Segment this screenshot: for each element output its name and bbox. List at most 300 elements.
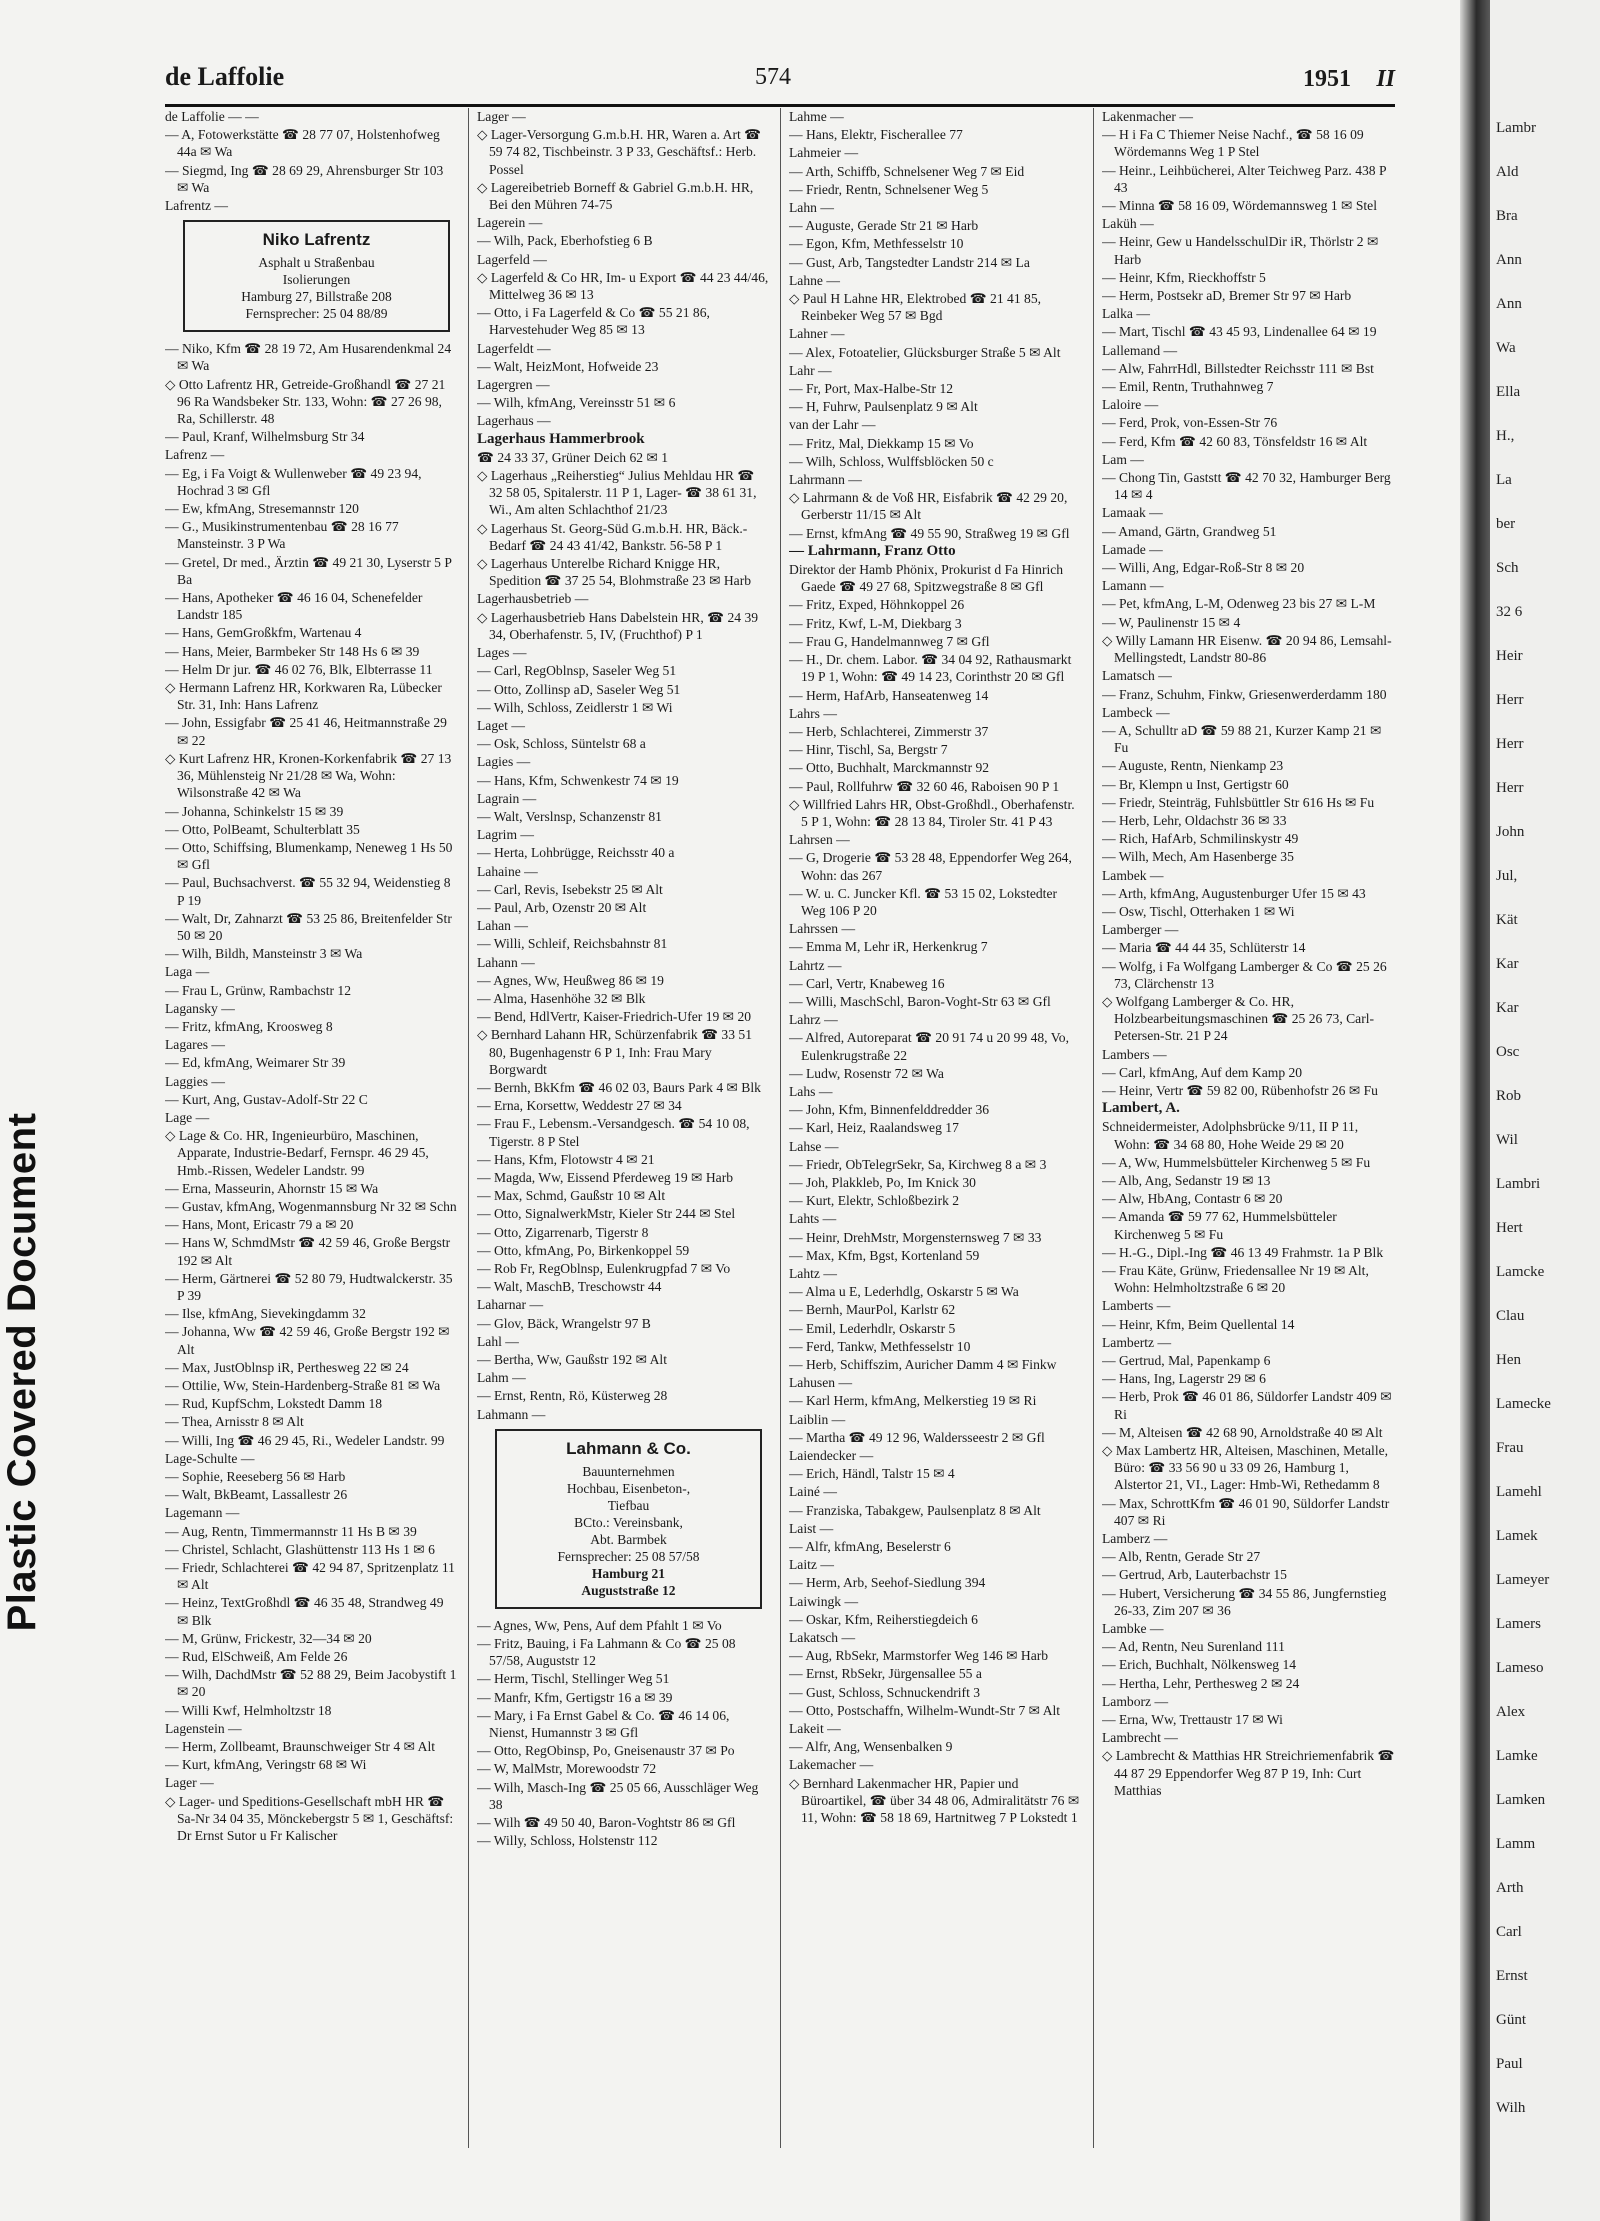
adjacent-page-fragment: Paul: [1496, 2056, 1523, 2072]
directory-entry: — Ed, kfmAng, Weimarer Str 39: [165, 1055, 346, 1071]
directory-entry: — Gretel, Dr med., Ärztin ☎ 49 21 30, Lyserstr 5 P Ba: [165, 554, 452, 587]
directory-entry: — Franziska, Tabakgew, Paulsenplatz 8 ✉ Alt: [789, 1502, 1041, 1518]
adjacent-page-fragment: Ann: [1496, 296, 1522, 312]
directory-entry: — Willi, Schleif, Reichsbahnstr 81: [477, 936, 668, 952]
adjacent-page-fragment: Günt: [1496, 2012, 1526, 2028]
directory-entry: ◇ Lagerhausbetrieb Hans Dabelstein HR, ☎ 24 39 34, Oberhafenstr. 5, IV, (Fruchthof) P 1: [477, 609, 759, 642]
directory-entry: — Ferd, Tankw, Methfesselstr 10: [789, 1338, 971, 1354]
directory-entry: ◇ Lager- und Speditions-Gesellschaft mbH HR ☎ Sa-Nr 34 04 35, Mönckebergstr 5 ✉ 1, Geschäftsf: Dr Ernst Sutor u Fr Kalischer: [165, 1793, 454, 1844]
adjacent-page-edge: [1490, 0, 1600, 2221]
directory-entry: — Glov, Bäck, Wrangelstr 97 B: [477, 1315, 651, 1331]
directory-entry: — Bend, HdlVertr, Kaiser-Friedrich-Ufer 19 ✉ 20: [477, 1009, 752, 1025]
directory-entry: — Wilh, Bildh, Mansteinstr 3 ✉ Wa: [165, 946, 363, 962]
directory-entry: — Alfr, Ang, Wensenbalken 9: [789, 1739, 953, 1755]
adjacent-page-fragment: Ella: [1496, 384, 1521, 400]
adjacent-page-fragment: Frau: [1496, 1440, 1524, 1456]
directory-entry: Lahrmann —: [789, 472, 862, 488]
directory-entry: — Ad, Rentn, Neu Surenland 111: [1102, 1639, 1285, 1655]
directory-entry: — Herm, Arb, Seehof-Siedlung 394: [789, 1575, 986, 1591]
directory-entry: — Helm Dr jur. ☎ 46 02 76, Blk, Elbterrasse 11: [165, 661, 433, 677]
directory-entry: — Rob Fr, RegOblnsp, Eulenkrugpfad 7 ✉ Vo: [477, 1261, 731, 1276]
directory-entry: ◇ Lager-Versorgung G.m.b.H. HR, Waren a. Art ☎ 59 74 82, Tischbeinstr. 3 P 33, Geschäftsf.: Herb. Possel: [477, 127, 762, 177]
directory-entry: — Willi, Ing ☎ 46 29 45, Ri., Wedeler Landstr. 99: [165, 1432, 445, 1448]
directory-entry: — Carl, Revis, Isebekstr 25 ✉ Alt: [477, 881, 663, 897]
adjacent-page-fragment: Lamke: [1496, 1748, 1538, 1764]
directory-entry: — Wilh, Schloss, Wulffsblöcken 50 c: [789, 453, 994, 469]
directory-entry: Lagerfeld —: [477, 251, 547, 267]
directory-entry: Lahaine —: [477, 863, 538, 879]
directory-entry: — H.-G., Dipl.-Ing ☎ 46 13 49 Frahmstr. 1a P Blk: [1102, 1244, 1384, 1260]
running-head-volume: II: [1376, 66, 1395, 92]
directory-entry: Lages —: [477, 645, 527, 661]
adjacent-page-fragment: Heir: [1496, 648, 1523, 664]
directory-entry: — Maria ☎ 44 44 35, Schlüterstr 14: [1102, 940, 1306, 956]
ad-company-name: Niko Lafrentz: [262, 230, 371, 250]
directory-entry: — G, Drogerie ☎ 53 28 48, Eppendorfer Weg 264, Wohn: das 267: [789, 850, 1072, 883]
directory-entry: — Siegmd, Ing ☎ 28 69 29, Ahrensburger Str 103 ✉ Wa: [165, 162, 444, 195]
directory-entry: — Wilh, Mech, Am Hasenberge 35: [1102, 849, 1294, 865]
directory-entry: — A, Schulltr aD ☎ 59 88 21, Kurzer Kamp 21 ✉ Fu: [1102, 722, 1382, 756]
directory-entry: — Heinz, TextGroßhdl ☎ 46 35 48, Strandweg 49 ✉ Blk: [165, 1595, 444, 1628]
directory-entry: — Bernh, BkKfm ☎ 46 02 03, Baurs Park 4 ✉ Blk: [477, 1079, 761, 1095]
ad-line: Isolierungen: [282, 272, 351, 288]
directory-entry: — Chong Tin, Gaststt ☎ 42 70 32, Hamburger Berg 14 ✉ 4: [1102, 470, 1391, 503]
directory-entry: — Alfr, kfmAng, Beselerstr 6: [789, 1539, 951, 1555]
adjacent-page-fragment: Wa: [1496, 340, 1516, 356]
directory-entry: Lager —: [165, 1775, 214, 1791]
column-divider: [780, 108, 781, 2148]
directory-column-2: [477, 108, 770, 2148]
directory-entry: — Fritz, Exped, Höhnkoppel 26: [789, 597, 965, 613]
directory-entry: Lahrtz —: [789, 957, 842, 973]
directory-entry: Lage-Schulte —: [165, 1450, 255, 1466]
adjacent-page-fragment: Lamken: [1496, 1792, 1546, 1808]
directory-entry: — H., Dr. chem. Labor. ☎ 34 04 92, Rathausmarkt 19 P 1, Wohn: ☎ 49 14 23, Corinthstr 20 ✉ Gfl: [789, 652, 1072, 685]
directory-entry: Lambeck —: [1102, 704, 1170, 720]
directory-entry: — Heinr, Kfm, Rieckhoffstr 5: [1102, 269, 1266, 285]
directory-entry: — Wilh, DachdMstr ☎ 52 88 29, Beim Jacobystift 1 ✉ 20: [165, 1667, 457, 1700]
directory-entry: — Willi Kwf, Helmholtzstr 18: [165, 1702, 332, 1718]
directory-entry: — Otto, PolBeamt, Schulterblatt 35: [165, 821, 360, 837]
directory-entry: — Hans, Kfm, Schwenkestr 74 ✉ 19: [477, 772, 679, 788]
directory-entry: — Hinr, Tischl, Sa, Bergstr 7: [789, 742, 948, 758]
adjacent-page-fragment: Osc: [1496, 1044, 1520, 1060]
directory-entry: — Gertrud, Mal, Papenkamp 6: [1102, 1353, 1271, 1369]
adjacent-page-fragment: Lamecke: [1496, 1396, 1551, 1412]
directory-entry: Lahann —: [477, 954, 535, 970]
directory-entry: — Fritz, Mal, Diekkamp 15 ✉ Vo: [789, 435, 974, 451]
directory-entry: — Agnes, Ww, Heußweg 86 ✉ 19: [477, 972, 664, 988]
directory-entry: — Willy, Schloss, Holstenstr 112: [477, 1833, 658, 1849]
directory-entry: — Alw, HbAng, Contastr 6 ✉ 20: [1102, 1191, 1283, 1207]
directory-entry: — Auguste, Gerade Str 21 ✉ Harb: [789, 218, 979, 234]
directory-entry: Lahs —: [789, 1083, 833, 1099]
ad-line: Hochbau, Eisenbeton-,: [566, 1480, 691, 1496]
advertisement-box: [183, 220, 450, 332]
directory-entry: — Alb, Rentn, Gerade Str 27: [1102, 1549, 1261, 1565]
ad-line: Tiefbau: [607, 1497, 650, 1513]
adjacent-page-fragment: Herr: [1496, 780, 1524, 796]
directory-entry: — Aug, Rentn, Timmermannstr 11 Hs B ✉ 39: [165, 1523, 417, 1539]
directory-entry: — Herb, Lehr, Oldachstr 36 ✉ 33: [1102, 812, 1287, 828]
directory-entry: — Friedr, Rentn, Schnelsener Weg 5: [789, 181, 989, 197]
directory-entry: — G., Musikinstrumentenbau ☎ 28 16 77 Mansteinstr. 3 P Wa: [165, 519, 399, 552]
directory-entry: Lagies —: [477, 754, 531, 770]
directory-entry: — Hans, Meier, Barmbeker Str 148 Hs 6 ✉ 39: [165, 643, 420, 659]
directory-entry: — Kurt, Ang, Gustav-Adolf-Str 22 C: [165, 1091, 368, 1107]
directory-entry: — Alma u E, Lederhdlg, Oskarstr 5 ✉ Wa: [789, 1284, 1019, 1300]
adjacent-page-fragment: Hen: [1496, 1352, 1521, 1368]
directory-entry: Lagrain —: [477, 790, 537, 806]
column-divider: [1093, 108, 1094, 2148]
directory-entry: — Kurt, Elektr, Schloßbezirk 2: [789, 1193, 960, 1209]
directory-entry: Lahts —: [789, 1211, 837, 1227]
directory-entry: ◇ Otto Lafrentz HR, Getreide-Großhandl ☎ 27 21 96 Ra Wandsbeker Str. 133, Wohn: ☎ 27 26 98, Ra, Schillerstr. 48: [165, 376, 446, 427]
ad-line: Bauunternehmen: [582, 1463, 675, 1479]
directory-entry: — Karl Herm, kfmAng, Melkerstieg 19 ✉ Ri: [789, 1393, 1037, 1409]
directory-entry: Lagerein —: [477, 215, 543, 231]
directory-entry: — Mary, i Fa Ernst Gabel & Co. ☎ 46 14 06, Nienst, Humannstr 3 ✉ Gfl: [477, 1707, 730, 1741]
directory-entry: Lamatsch —: [1102, 668, 1172, 684]
directory-entry: — Walt, HeizMont, Hofweide 23: [477, 358, 659, 374]
adjacent-page-fragment: Carl: [1496, 1924, 1522, 1940]
directory-entry: — Max, SchrottKfm ☎ 46 01 90, Süldorfer Landstr 407 ✉ Ri: [1102, 1495, 1390, 1528]
directory-entry: Lamann —: [1102, 578, 1164, 594]
adjacent-page-fragment: Ald: [1496, 164, 1519, 180]
directory-entry: — John, Essigfabr ☎ 25 41 46, Heitmannstraße 29 ✉ 22: [165, 715, 447, 748]
ad-line: Auguststraße 12: [581, 1582, 676, 1598]
ad-line: Asphalt u Straßenbau: [258, 255, 375, 271]
directory-entry: Lambert, A.: [1102, 1100, 1180, 1117]
advertisement-box: [495, 1429, 762, 1609]
directory-entry: — Aug, RbSekr, Marmstorfer Weg 146 ✉ Harb: [789, 1648, 1049, 1664]
directory-entry: Lagerhaus Hammerbrook: [477, 430, 645, 447]
directory-entry: Lahne —: [789, 272, 840, 288]
adjacent-page-fragment: Lameyer: [1496, 1572, 1550, 1588]
directory-entry: ◇ Bernhard Lakenmacher HR, Papier und Büroartikel, ☎ über 34 48 06, Admiralitätstr 76 ✉ 11, Wohn: ☎ 58 18 69, Hartnitweg 7 P Lokstedt 1: [789, 1775, 1080, 1826]
directory-entry: — Pet, kfmAng, L-M, Odenweg 23 bis 27 ✉ L-M: [1102, 596, 1376, 612]
directory-entry: ◇ Hermann Lafrenz HR, Korkwaren Ra, Lübecker Str. 31, Inh: Hans Lafrenz: [165, 680, 442, 713]
directory-column-4: [1102, 108, 1395, 2148]
directory-column-1: [165, 108, 458, 2148]
directory-entry: — Mart, Tischl ☎ 43 45 93, Lindenallee 64 ✉ 19: [1102, 324, 1377, 340]
directory-entry: Lagerhausbetrieb —: [477, 591, 589, 607]
adjacent-page-fragment: Rob: [1496, 1088, 1522, 1104]
directory-entry: — Carl, kfmAng, Auf dem Kamp 20: [1102, 1064, 1303, 1080]
running-head-year: 1951: [1303, 66, 1351, 92]
directory-entry: — Amanda ☎ 59 77 62, Hummelsbütteler Kirchenweg 5 ✉ Fu: [1102, 1209, 1337, 1242]
directory-entry: — W, Paulinenstr 15 ✉ 4: [1102, 614, 1241, 630]
adjacent-page-fragment: Wilh: [1496, 2100, 1526, 2116]
adjacent-page-fragment: Ann: [1496, 252, 1522, 268]
page-header: [165, 56, 1395, 107]
directory-entry: ◇ Lagerhaus „Reiherstieg“ Julius Mehldau HR ☎ 32 58 05, Spitalerstr. 11 P 1, Lager- ☎ 38 61 31, Wi., Am alten Schlachthof 21/23: [477, 468, 757, 518]
directory-entry: — Ferd, Kfm ☎ 42 60 83, Tönsfeldstr 16 ✉ Alt: [1102, 433, 1368, 449]
directory-entry: Lahm —: [477, 1370, 526, 1386]
directory-entry: — Heinr., Leihbücherei, Alter Teichweg Parz. 438 P 43: [1102, 162, 1387, 195]
directory-entry: — Alb, Ang, Sedanstr 19 ✉ 13: [1102, 1172, 1271, 1188]
directory-entry: de Laffolie — —: [165, 109, 259, 124]
adjacent-page-fragment: Arth: [1496, 1880, 1524, 1896]
adjacent-page-fragment: Wil: [1496, 1132, 1518, 1148]
directory-entry: — Rud, ElSchweiß, Am Felde 26: [165, 1649, 348, 1665]
directory-entry: — Carl, RegOblnsp, Saseler Weg 51: [477, 663, 677, 679]
directory-entry: — Hans W, SchmdMstr ☎ 42 59 46, Große Bergstr 192 ✉ Alt: [165, 1235, 451, 1268]
directory-entry: ◇ Willfried Lahrs HR, Obst-Großhdl., Oberhafenstr. 5 P 1, Wohn: ☎ 28 13 84, Tiroler Str. 41 P 43: [789, 796, 1075, 829]
directory-entry: ◇ Max Lambertz HR, Alteisen, Maschinen, Metalle, Büro: ☎ 33 56 90 u 33 09 26, Hamburg 1, Alstertor 21, VI., Lager: Hmb-Wi, Rethedamm 8: [1102, 1443, 1389, 1493]
directory-entry: — Erich, Buchhalt, Nölkensweg 14: [1102, 1657, 1297, 1673]
adjacent-page-fragment: Lambri: [1496, 1176, 1541, 1192]
ad-line: BCto.: Vereinsbank,: [574, 1514, 683, 1530]
directory-entry: — Paul, Buchsachverst. ☎ 55 32 94, Weidenstieg 8 P 19: [165, 875, 451, 908]
directory-entry: — Herta, Lohbrügge, Reichsstr 40 a: [477, 845, 675, 861]
directory-entry: — Fritz, Bauing, i Fa Lahmann & Co ☎ 25 08 57/58, Auguststr 12: [477, 1636, 736, 1669]
adjacent-page-fragment: Herr: [1496, 736, 1524, 752]
directory-entry: — Joh, Plakkleb, Po, Im Knick 30: [789, 1174, 976, 1190]
directory-entry: — Erna, Masseurin, Ahornstr 15 ✉ Wa: [165, 1180, 379, 1196]
directory-entry: Laloire —: [1102, 397, 1159, 413]
directory-entry: Lahmeier —: [789, 145, 859, 161]
directory-entry: Lamberts —: [1102, 1298, 1171, 1314]
directory-entry: Lahse —: [789, 1138, 839, 1154]
directory-entry: Lakatsch —: [789, 1630, 856, 1646]
directory-entry: Lam —: [1102, 451, 1144, 467]
book-gutter: [1460, 0, 1490, 2221]
adjacent-page-fragment: Hert: [1496, 1220, 1523, 1236]
directory-entry: — Egon, Kfm, Methfesselstr 10: [789, 236, 964, 252]
directory-entry: — Erna, Ww, Trettaustr 17 ✉ Wi: [1102, 1712, 1283, 1728]
directory-entry: Lamberz —: [1102, 1531, 1168, 1547]
directory-entry: — Walt, Dr, Zahnarzt ☎ 53 25 86, Breitenfelder Str 50 ✉ 20: [165, 910, 452, 943]
ad-company-name: Lahmann & Co.: [566, 1438, 691, 1458]
adjacent-page-fragment: Lamehl: [1496, 1484, 1542, 1500]
adjacent-page-fragment: Lamers: [1496, 1616, 1541, 1632]
directory-entry: Lalka —: [1102, 306, 1150, 322]
directory-entry: — Johanna, Ww ☎ 42 59 46, Große Bergstr 192 ✉ Alt: [165, 1324, 450, 1357]
directory-entry: ◇ Lagereibetrieb Borneff & Gabriel G.m.b.H. HR, Bei den Mühren 74-75: [477, 179, 754, 213]
directory-entry: — Herm, Gärtnerei ☎ 52 80 79, Hudtwalckerstr. 35 P 39: [165, 1270, 453, 1303]
directory-entry: — Johanna, Schinkelstr 15 ✉ 39: [165, 803, 344, 819]
directory-entry: Laga —: [165, 964, 210, 980]
directory-entry: — Agnes, Ww, Pens, Auf dem Pfahlt 1 ✉ Vo: [477, 1617, 722, 1633]
directory-entry: ◇ Bernhard Lahann HR, Schürzenfabrik ☎ 33 51 80, Bugenhagenstr 6 P 1, Inh: Frau Mary Borgwardt: [477, 1027, 753, 1077]
directory-entry: — Rud, KupfSchm, Lokstedt Damm 18: [165, 1396, 383, 1412]
directory-entry: Lagerhaus —: [477, 413, 551, 429]
adjacent-page-fragment: John: [1496, 824, 1525, 840]
directory-entry: — Max, JustOblnsp iR, Perthesweg 22 ✉ 24: [165, 1359, 409, 1375]
directory-entry: — Willi, Ang, Edgar-Roß-Str 8 ✉ 20: [1102, 560, 1305, 576]
directory-entry: — Emil, Rentn, Truthahnweg 7: [1102, 379, 1274, 395]
adjacent-page-fragment: Alex: [1496, 1704, 1526, 1720]
directory-entry: — Heinr, DrehMstr, Morgensternsweg 7 ✉ 33: [789, 1229, 1042, 1245]
directory-entry: ◇ Lahrmann & de Voß HR, Eisfabrik ☎ 42 29 20, Gerberstr 11/15 ✉ Alt: [789, 490, 1068, 523]
directory-entry: — M, Grünw, Frickestr, 32—34 ✉ 20: [165, 1630, 372, 1646]
directory-entry: — Ernst, RbSekr, Jürgensallee 55 a: [789, 1666, 982, 1682]
directory-entry: Lainé —: [789, 1484, 837, 1500]
directory-entry: — Thea, Arnisstr 8 ✉ Alt: [165, 1414, 304, 1430]
directory-entry: — Niko, Kfm ☎ 28 19 72, Am Husarendenkmal 24 ✉ Wa: [165, 341, 452, 374]
adjacent-page-fragment: Lambr: [1496, 120, 1536, 136]
directory-entry: Lambrecht —: [1102, 1730, 1178, 1746]
directory-entry: — Otto, kfmAng, Po, Birkenkoppel 59: [477, 1242, 690, 1258]
directory-entry: Lahl —: [477, 1333, 519, 1349]
running-head-left: de Laffolie: [165, 62, 285, 91]
directory-entry: — Herm, HafArb, Hanseatenweg 14: [789, 687, 989, 703]
directory-entry: Lambek —: [1102, 867, 1164, 883]
directory-entry: Lagenstein —: [165, 1720, 242, 1736]
directory-entry: — Ilse, kfmAng, Sievekingdamm 32: [165, 1306, 366, 1322]
directory-entry: — Max, Schmd, Gaußstr 10 ✉ Alt: [477, 1188, 666, 1204]
column-divider: [468, 108, 469, 2148]
directory-entry: Lamborz —: [1102, 1693, 1169, 1709]
directory-entry: ◇ Kurt Lafrenz HR, Kronen-Korkenfabrik ☎ 27 13 36, Mühlensteig Nr 21/28 ✉ Wa, Wohn: Wilsonstraße 42 ✉ Wa: [165, 750, 452, 801]
directory-entry: — Karl, Heiz, Raalandsweg 17: [789, 1120, 959, 1136]
directory-entry: Lagansky —: [165, 1000, 235, 1016]
directory-entry: Lafrenz —: [165, 447, 225, 463]
directory-entry: — Otto, Schiffsing, Blumenkamp, Neneweg 1 Hs 50 ✉ Gfl: [165, 839, 453, 873]
directory-entry: — Friedr, ObTelegrSekr, Sa, Kirchweg 8 a ✉ 3: [789, 1156, 1047, 1172]
ad-line: Hamburg 27, Billstraße 208: [241, 289, 392, 305]
directory-column-3: [789, 108, 1082, 2148]
page-number: 574: [755, 64, 791, 90]
directory-entry: Laiwingk —: [789, 1593, 859, 1609]
directory-entry: — Willi, MaschSchl, Baron-Voght-Str 63 ✉ Gfl: [789, 993, 1051, 1009]
directory-entry: — Otto, Zollinsp aD, Saseler Weg 51: [477, 681, 681, 697]
directory-entry: — Magda, Ww, Eissend Pferdeweg 19 ✉ Harb: [477, 1169, 734, 1185]
directory-entry: — Arth, Schiffb, Schnelsener Weg 7 ✉ Eid: [789, 163, 1025, 179]
directory-entry: — Hubert, Versicherung ☎ 34 55 86, Jungfernstieg 26-33, Zim 207 ✉ 36: [1102, 1585, 1387, 1618]
directory-entry: — Minna ☎ 58 16 09, Wördemannsweg 1 ✉ Stel: [1102, 198, 1377, 214]
adjacent-page-fragment: 32 6: [1496, 604, 1523, 620]
directory-entry: Laitz —: [789, 1557, 834, 1573]
directory-entry: — Manfr, Kfm, Gertigstr 16 a ✉ 39: [477, 1689, 673, 1705]
directory-entry: — Herm, Postsekr aD, Bremer Str 97 ✉ Harb: [1102, 288, 1352, 304]
directory-entry: Lagemann —: [165, 1505, 240, 1521]
directory-entry: — Eg, i Fa Voigt & Wullenweber ☎ 49 23 94, Hochrad 3 ✉ Gfl: [165, 465, 422, 498]
directory-entry: ◇ Lage & Co. HR, Ingenieurbüro, Maschinen, Apparate, Industrie-Bedarf, Fernspr. 46 29 45, Hmb.-Rissen, Wedeler Landstr. 99: [165, 1128, 429, 1178]
directory-entry: ◇ Lagerfeld & Co HR, Im- u Export ☎ 44 23 44/46, Mittelweg 36 ✉ 13: [477, 269, 769, 303]
directory-entry: van der Lahr —: [789, 417, 876, 433]
directory-entry: — Rich, HafArb, Schmilinskystr 49: [1102, 831, 1299, 847]
directory-entry: ☎ 24 33 37, Grüner Deich 62 ✉ 1: [477, 449, 669, 465]
directory-entry: — Gustav, kfmAng, Wogenmannsburg Nr 32 ✉ Schn: [165, 1198, 457, 1214]
directory-entry: ◇ Lagerhaus St. Georg-Süd G.m.b.H. HR, Bäck.-Bedarf ☎ 24 43 41/42, Bankstr. 56-58 P 1: [477, 520, 748, 553]
directory-entry: — Herb, Schlachterei, Zimmerstr 37: [789, 723, 989, 739]
directory-entry: Direktor der Hamb Phönix, Prokurist d Fa Hinrich Gaede ☎ 49 27 68, Spitzwegstraße 8 ✉ Gfl: [789, 562, 1064, 595]
directory-entry: — Hans, Ing, Lagerstr 29 ✉ 6: [1102, 1371, 1266, 1387]
directory-entry: Laküh —: [1102, 216, 1154, 232]
directory-entry: — Osk, Schloss, Süntelstr 68 a: [477, 736, 646, 752]
directory-entry: Lahner —: [789, 326, 845, 342]
directory-entry: — Lahrmann, Franz Otto: [789, 542, 956, 559]
directory-entry: — Max, Kfm, Bgst, Kortenland 59: [789, 1247, 980, 1263]
directory-entry: — Walt, Verslnsp, Schanzenstr 81: [477, 808, 662, 824]
ad-line: Fernsprecher: 25 08 57/58: [557, 1548, 700, 1564]
directory-entry: — Ernst, kfmAng ☎ 49 55 90, Straßweg 19 ✉ Gfl: [789, 525, 1070, 541]
adjacent-page-fragment: Clau: [1496, 1308, 1525, 1324]
directory-entry: ◇ Paul H Lahne HR, Elektrobed ☎ 21 41 85, Reinbeker Weg 57 ✉ Bgd: [789, 291, 1042, 324]
directory-entry: Laiblin —: [789, 1411, 846, 1427]
directory-entry: — Ernst, Rentn, Rö, Küsterweg 28: [477, 1388, 668, 1404]
directory-entry: — Ew, kfmAng, Stresemannstr 120: [165, 501, 359, 517]
directory-entry: Laget —: [477, 717, 525, 733]
directory-entry: Lahr —: [789, 362, 832, 378]
directory-entry: Lahme —: [789, 109, 844, 124]
directory-entry: — Frau F., Lebensm.-Versandgesch. ☎ 54 10 08, Tigerstr. 8 P Stel: [477, 1116, 750, 1149]
adjacent-page-fragment: Lameso: [1496, 1660, 1544, 1676]
directory-entry: — Wilh, Pack, Eberhofstieg 6 B: [477, 233, 653, 249]
directory-columns: [165, 108, 1395, 2158]
directory-entry: — Oskar, Kfm, Reiherstiegdeich 6: [789, 1611, 978, 1627]
adjacent-page-fragment: Bra: [1496, 208, 1518, 224]
directory-entry: Lakenmacher —: [1102, 109, 1193, 124]
directory-entry: — Emil, Lederhdlr, Oskarstr 5: [789, 1320, 956, 1336]
directory-entry: Laiendecker —: [789, 1448, 874, 1464]
directory-entry: — Sophie, Reeseberg 56 ✉ Harb: [165, 1469, 346, 1485]
directory-entry: Lagares —: [165, 1037, 226, 1053]
directory-entry: — Otto, Zigarrenarb, Tigerstr 8: [477, 1224, 649, 1240]
directory-entry: — Paul, Kranf, Wilhelmsburg Str 34: [165, 429, 365, 445]
directory-entry: Lakemacher —: [789, 1757, 874, 1773]
directory-entry: — Heinr, Kfm, Beim Quellental 14: [1102, 1316, 1295, 1332]
directory-entry: — Wilh ☎ 49 50 40, Baron-Voghtstr 86 ✉ Gfl: [477, 1815, 736, 1831]
directory-entry: Schneidermeister, Adolphsbrücke 9/11, II P 11, Wohn: ☎ 34 68 80, Hohe Weide 29 ✉ 20: [1102, 1119, 1359, 1152]
directory-entry: — Hans, Elektr, Fischerallee 77: [789, 127, 963, 143]
directory-entry: — Arth, kfmAng, Augustenburger Ufer 15 ✉ 43: [1102, 885, 1366, 901]
directory-entry: — Heinr, Gew u HandelsschulDir iR, Thörlstr 2 ✉ Harb: [1102, 234, 1379, 267]
directory-entry: Lagerfeldt —: [477, 340, 551, 356]
directory-entry: — Alex, Fotoatelier, Glücksburger Straße 5 ✉ Alt: [789, 344, 1061, 360]
directory-entry: ◇ Lambrecht & Matthias HR Streichriemenfabrik ☎ 44 87 29 Eppendorfer Weg 87 P 19, Inh: Curt Matthias: [1102, 1748, 1395, 1798]
directory-entry: ◇ Willy Lamann HR Eisenw. ☎ 20 94 86, Lemsahl-Mellingstedt, Landstr 80-86: [1102, 632, 1392, 666]
directory-entry: — Hans, Mont, Ericastr 79 a ✉ 20: [165, 1217, 354, 1233]
adjacent-page-fragment: Herr: [1496, 692, 1524, 708]
directory-entry: — Alfred, Autoreparat ☎ 20 91 74 u 20 99 48, Vo, Eulenkrugstraße 22: [789, 1030, 1069, 1063]
directory-entry: — Wolfg, i Fa Wolfgang Lamberger & Co ☎ 25 26 73, Clärchenstr 13: [1102, 958, 1387, 991]
adjacent-page-fragment: Lamek: [1496, 1528, 1538, 1544]
directory-entry: — Wilh, Masch-Ing ☎ 25 05 66, Ausschläger Weg 38: [477, 1779, 759, 1812]
directory-entry: — Ludw, Rosenstr 72 ✉ Wa: [789, 1065, 944, 1081]
directory-entry: Lamade —: [1102, 541, 1163, 557]
directory-entry: — Hans, GemGroßkfm, Wartenau 4: [165, 625, 362, 641]
directory-entry: ◇ Lagerhaus Unterelbe Richard Knigge HR, Spedition ☎ 37 25 54, Blohmstraße 23 ✉ Harb: [477, 556, 752, 589]
directory-entry: Lambertz —: [1102, 1334, 1172, 1350]
directory-entry: — Friedr, Steinträg, Fuhlsbüttler Str 616 Hs ✉ Fu: [1102, 794, 1375, 810]
directory-entry: — Gust, Arb, Tangstedter Landstr 214 ✉ La: [789, 254, 1030, 270]
directory-entry: — A, Ww, Hummelsbütteler Kirchenweg 5 ✉ Fu: [1102, 1154, 1371, 1170]
directory-entry: — Br, Klempn u Inst, Gertigstr 60: [1102, 776, 1289, 792]
directory-entry: — Ottilie, Ww, Stein-Hardenberg-Straße 81 ✉ Wa: [165, 1378, 441, 1393]
directory-entry: Lahrsen —: [789, 832, 850, 848]
adjacent-page-fragment: H.,: [1496, 428, 1515, 444]
directory-entry: Laist —: [789, 1520, 834, 1536]
adjacent-page-fragment: Lamcke: [1496, 1264, 1545, 1280]
directory-entry: Lahrs —: [789, 705, 837, 721]
directory-entry: — Hertha, Lehr, Perthesweg 2 ✉ 24: [1102, 1675, 1300, 1691]
directory-entry: — Otto, Buchhalt, Marckmannstr 92: [789, 760, 990, 776]
directory-entry: Lagergren —: [477, 377, 550, 393]
directory-entry: — Otto, SignalwerkMstr, Kieler Str 244 ✉ Stel: [477, 1206, 736, 1222]
directory-entry: — Frau L, Grünw, Rambachstr 12: [165, 982, 351, 998]
directory-entry: — Kurt, kfmAng, Veringstr 68 ✉ Wi: [165, 1757, 367, 1773]
directory-entry: Lafrentz —: [165, 198, 229, 214]
side-label: Plastic Covered Document: [0, 1112, 44, 1632]
directory-entry: — Wilh, Schloss, Zeidlerstr 1 ✉ Wi: [477, 699, 673, 715]
directory-entry: — Alw, FahrrHdl, Billstedter Reichsstr 111 ✉ Bst: [1102, 360, 1374, 376]
directory-entry: Lahrz —: [789, 1012, 838, 1028]
directory-entry: — Amand, Gärtn, Grandweg 51: [1102, 523, 1277, 539]
directory-entry: Lamaak —: [1102, 505, 1163, 521]
